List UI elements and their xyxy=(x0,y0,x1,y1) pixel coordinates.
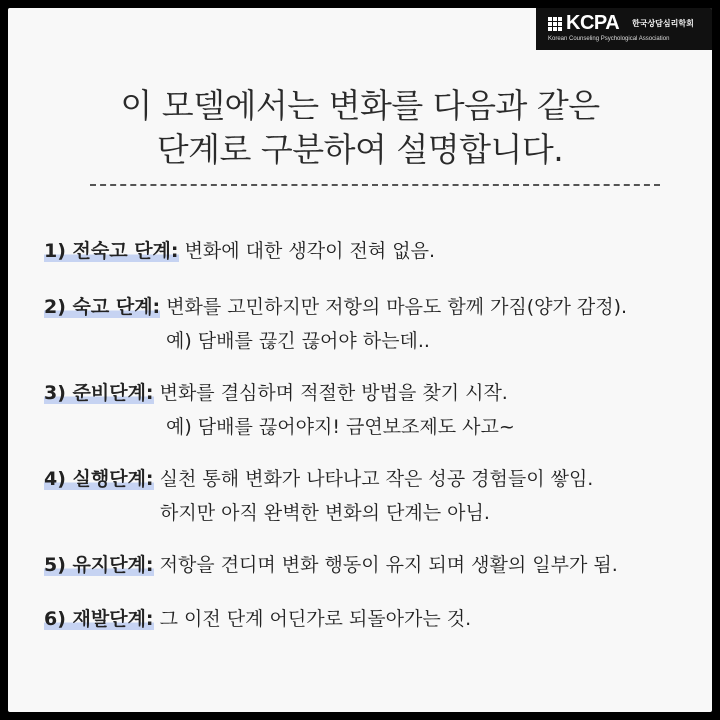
stage-label: 6) 재발단계: xyxy=(44,604,154,631)
page-title-line-2: 단계로 구분하여 설명합니다. xyxy=(156,130,564,169)
stage-item-2 xyxy=(44,292,627,319)
stage-label: 1) 전숙고 단계: xyxy=(44,236,179,263)
brand-name: KCPA xyxy=(566,12,620,34)
stage-description: 그 이전 단계 어딘가로 되돌아가는 것. xyxy=(159,608,472,630)
stage-item-6 xyxy=(44,604,471,631)
stage-description: 실천 통해 변화가 나타나고 작은 성공 경험들이 쌓임. xyxy=(159,468,594,490)
brand-english-name: Korean Counseling Psychological Association xyxy=(548,36,670,42)
stage-description: 변화를 결심하며 적절한 방법을 찾기 시작. xyxy=(159,382,508,404)
stage-description: 저항을 견디며 변화 행동이 유지 되며 생활의 일부가 됨. xyxy=(159,554,618,576)
stage-example: 하지만 아직 완벽한 변화의 단계는 아님. xyxy=(160,502,490,524)
stage-label: 4) 실행단계: xyxy=(44,464,154,491)
stage-item-1 xyxy=(44,236,435,263)
stage-description: 변화에 대한 생각이 전혀 없음. xyxy=(184,240,436,262)
stage-description: 변화를 고민하지만 저항의 마음도 함께 가짐(양가 감정). xyxy=(166,296,628,318)
content-card xyxy=(8,8,712,712)
brand-korean-name: 한국상담심리학회 xyxy=(632,19,694,28)
stage-label: 3) 준비단계: xyxy=(44,378,154,405)
logo-grid-icon xyxy=(548,17,562,31)
stage-item-3 xyxy=(44,378,508,405)
brand-logo xyxy=(536,8,712,50)
stage-item-5 xyxy=(44,550,618,577)
stage-label: 5) 유지단계: xyxy=(44,550,154,577)
stage-label: 2) 숙고 단계: xyxy=(44,292,160,319)
dashed-divider xyxy=(90,184,660,186)
page-title-line-1: 이 모델에서는 변화를 다음과 같은 xyxy=(120,86,600,125)
stage-item-4 xyxy=(44,464,593,491)
stage-example: 예) 담배를 끊긴 끊어야 하는데.. xyxy=(166,330,430,352)
stage-example: 예) 담배를 끊어야지! 금연보조제도 사고~ xyxy=(166,416,515,438)
